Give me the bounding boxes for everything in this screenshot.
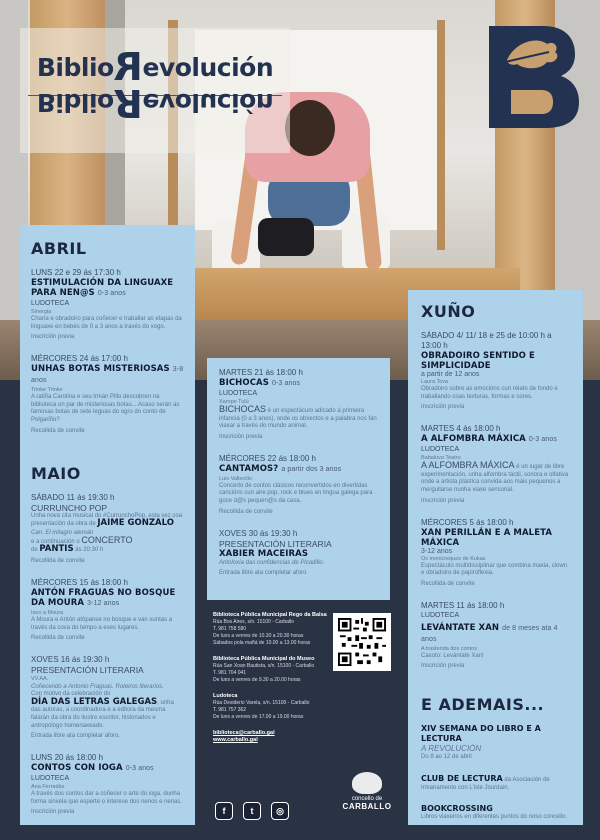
contact-info	[213, 612, 333, 744]
page-title-mirrored: BiblioRevolución	[36, 81, 274, 125]
library-museo: Biblioteca Pública Municipal do Museo Rúa San Xoan Bautista, s/n. 15100 - Carballo T. 981 704 041 De luns a venres de 9.30 a 20.00 horas	[213, 656, 315, 683]
email-link[interactable]: biblioteca@carballo.gal	[213, 730, 275, 736]
page-title: BiblioRevolución	[36, 45, 274, 89]
month-heading-april: ABRIL	[31, 239, 87, 258]
library-rego-da-balsa: Biblioteca Pública Municipal Rego da Balsa Rúa Bos Aires, s/n. 15100 - Carballo T. 981 758 580 De luns a venres de 10.30 a 20.30 horas Sábados pola mañá de 10.00 a 13.00 horas	[213, 612, 327, 646]
event-item: XOVES 16 ás 19:30 h PRESENTACIÓN LITERARIA VV.AA. Coñecendo a Antonio Fraguas. Roteiros literarios. Con motivo da celebración do DÍA DAS LETRAS GALEGAS, unha das autoras, a coordinadora e a editora da mesma falarán da obra do ilustre escritor, historiados e antropólogo homenaxeado. Entrada libre ata completar aforo.	[31, 655, 174, 740]
event-item: SÁBADO 11 ás 19:30 h CURRUNCHO POP Unha nova cita musical do #CurrunchoPop, esta vez coa presentación da obra de JAIME GONZALO Can. El milagro alemán e a continuación o CONCERTO de PANTIS ás 20:30 h Recollida de convite	[31, 492, 183, 564]
concello-carballo-logo: concello de CARBALLO	[336, 772, 398, 834]
facebook-icon[interactable]: f	[215, 802, 233, 820]
extra-item: XIV SEMANA DO LIBRO E A LECTURA A REVOLUCIÓN Do 8 ao 12 de abril	[421, 724, 541, 761]
panel-june-extras	[408, 290, 583, 825]
biblioteca-b-logo-icon	[485, 22, 581, 132]
panel-april-may	[20, 225, 195, 825]
event-item: MÉRCORES 24 ás 17:00 h UNHAS BOTAS MISTERIOSAS 3-8 anos Trinke Trinke A ratiña Carolina e seu irmán Pillo descobren na biblioteca un par de misteriosas botas... Acaso serán as famosas botas de sete leguas do ogro do conto de Polgariño? Recollida de convite	[31, 354, 184, 434]
panel-may-continued	[207, 358, 390, 600]
event-title: ANTÓN FRAGUAS NO BOSQUE DA MOURA	[31, 587, 176, 608]
month-heading-june: XUÑO	[421, 302, 476, 321]
event-item: MÉRCORES 22 ás 18:00 h CANTAMOS? a partir dos 3 anos Luis Vallecillo Concerto de contos clásicos reconvertidos en divertidas cancións cun aire pop, rock e blues en lingua galega para goce d@s pequen@s da casa. Recollida de convite	[219, 453, 373, 515]
event-item: XOVES 30 ás 19:30 h PRESENTACIÓN LITERARIA XABIER MACEIRAS Antoloxía das confidencias de Picadillo. Entrada libre ata completar aforo	[219, 529, 378, 578]
tree-icon	[352, 772, 382, 794]
event-title: CANTAMOS?	[219, 463, 279, 474]
twitter-icon[interactable]: t	[243, 802, 261, 820]
month-heading-may: MAIO	[31, 463, 81, 483]
event-item: LUNS 20 ás 18:00 h CONTOS CON IOGA 0-3 anos LUDOTECA Ana Ferradás A través dos contos dar a coñecer o arte do ioga, dunha forma sinxela que esperte o interese dos nenos e nenas. Inscrición previa	[31, 753, 183, 816]
extras-heading: E ADEMAIS...	[421, 695, 545, 715]
event-item: SÁBADO 4/ 11/ 18 e 25 de 10:00 h a 13:00 h OBRADOIRO SENTIDO E SIMPLICIDADE a partir de 12 anos Laura Tova Obradoiro sobre as emocións cun relato de fondo e traballando coas texturas, formas e cores. Inscrición previa	[421, 331, 570, 412]
qr-code-icon	[338, 618, 386, 666]
instagram-icon[interactable]: ◎	[271, 802, 289, 820]
event-title: UNHAS BOTAS MISTERIOSAS	[31, 364, 170, 375]
event-title: OBRADOIRO SENTIDO E SIMPLICIDADE	[421, 351, 535, 371]
website-link[interactable]: www.carballo.gal	[213, 737, 258, 743]
event-item: MARTES 4 ás 18:00 h A ALFOMBRA MÁXICA 0-3 anos LUDOTECA Babaluva Teatro A ALFOMBRA MÁXICA é un lugar de libre experimentación, unha alfombra táctil, sonora e olfativa onde a artista plástica convida aos máis pequenos a mergullarse nunha viaxe sensorial. Inscrición previa	[421, 424, 569, 504]
extra-item: CLUB DE LECTURA da Asociación de Irmanamento con L'isle Jourdain.	[421, 773, 550, 791]
extra-item: BOOKCROSSING Libros viaxeiros en diferentes puntos do noso concello.	[421, 804, 568, 821]
event-item: LUNS 22 e 29 ás 17:30 h ESTIMULACIÓN DA LINGUAXE PARA NEN@S 0-3 anos LUDOTECA Sinergia Charla e obradoiro para coñecer e traballar as etapas da linguaxe en bebés de 0 a 3 anos a través do xogo. Inscrición previa	[31, 268, 182, 341]
event-item: MÉRCORES 15 ás 18:00 h ANTÓN FRAGUAS NO BOSQUE DA MOURA 3-12 anos Iseo a Moura A Moura e Antón atópanse no bosque e van xuntas a través da cova do tempo a eses lugares. Recollida de convite	[31, 577, 176, 642]
event-title: ESTIMULACIÓN DA LINGUAXE PARA NEN@S	[31, 278, 174, 298]
event-title: BICHOCAS	[219, 378, 269, 388]
event-item: MARTES 11 ás 18:00 h LUDOTECA LEVÁNTATE XAN de 8 meses ata 4 anos A trastenda dos contos Caxoto: Levántate Xan! Inscrición previa	[421, 600, 558, 670]
event-item: MÉRCORES 5 ás 18:00 h XAN PERILLÁN E A MALETA MÁXICA 3-12 anos Os monicreques de Kukas Espectáculo multidisciplinar que combina maxia, clown e obradoiro de papiroflexia. Recollida de convite	[421, 518, 570, 589]
qr-code[interactable]	[333, 613, 391, 671]
event-title: XABIER MACEIRAS	[219, 548, 309, 559]
event-title: A ALFOMBRA MÁXICA	[421, 434, 526, 445]
event-title: XAN PERILLÁN E A MALETA MÁXICA	[421, 527, 553, 548]
event-item: MARTES 21 ás 18:00 h BICHOCAS 0-3 anos LUDOTECA Xarope Tulú BICHOCAS é un espectáculo adicado á primeira infancia (0 a 3 anos), onde os obxectos e a palabra nos fan viaxar a través do mundo animal. Inscrición previa	[219, 368, 377, 440]
ludoteca: Ludoteca Rúa Desiderio Varela, s/n. 15100 - Carballo T. 981 757 362 De luns a venres de 17.00 a 19.00 horas	[213, 693, 310, 720]
event-title: CONTOS CON IOGA	[31, 763, 123, 774]
event-title: LEVÁNTATE XAN	[421, 622, 500, 633]
